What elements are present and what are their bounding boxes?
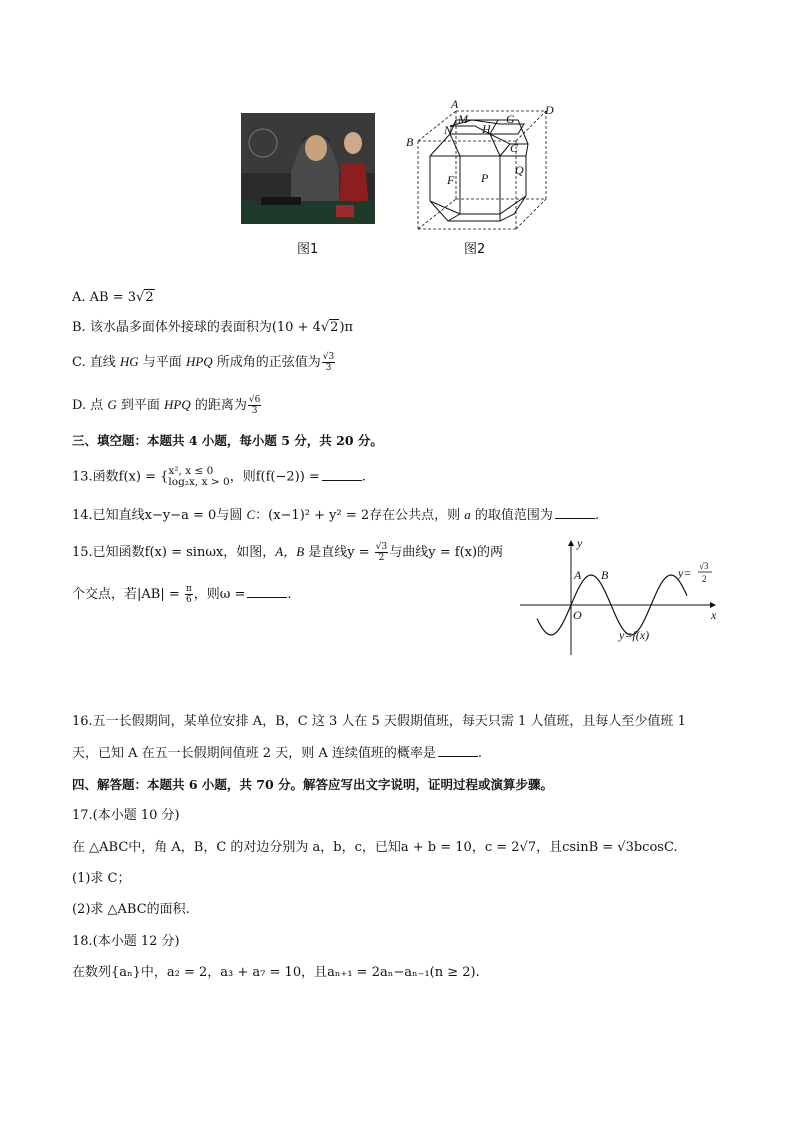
question-17-header: 17.(本小题 10 分): [72, 808, 180, 823]
label-D: D: [545, 103, 554, 117]
question-18-header: 18.(本小题 12 分): [72, 934, 180, 949]
question-17-body: 在 △ABC中，角 A，B，C 的对边分别为 a，b，c，已知a + b = 10，c = 2√7，且csinB = √3bcosC.: [72, 840, 678, 855]
label-P: P: [481, 171, 489, 185]
label-A: A: [451, 97, 459, 111]
painting-illustration: [241, 113, 375, 224]
label-C: C: [510, 141, 519, 155]
sine-graph: [515, 535, 725, 660]
answer-blank-15[interactable]: [247, 585, 287, 598]
x-axis-label: x: [711, 608, 717, 622]
origin-label: O: [573, 608, 582, 622]
fraction: $\frac{\pi}{6}$: [185, 584, 192, 605]
point-a-label: A: [574, 568, 582, 582]
label-Q: Q: [515, 163, 524, 177]
figure-2-diagram: [400, 96, 565, 236]
question-17-part1: (1)求 C；: [72, 871, 131, 886]
label-G: G: [506, 112, 515, 126]
option-b: B. 该水晶多面体外接球的表面积为(10 + 4√2)π: [72, 320, 354, 335]
curve-label: y=f(x): [619, 628, 650, 642]
answer-blank-13[interactable]: [322, 468, 362, 481]
question-15-line1: 15.已知函数f(x) = sinωx，如图，A，B 是直线y = $\frac{√3}{2}$ 与曲线y = f(x)的两: [72, 542, 504, 563]
section-3-title: 三、填空题：本题共 4 小题，每小题 5 分，共 20 分。: [72, 433, 383, 448]
sine-graph-svg: [515, 535, 725, 660]
label-B: B: [406, 135, 414, 149]
option-c: C. 直线 HG 与平面 HPQ 所成角的正弦值为 $\frac{√3}{3}$: [72, 352, 335, 373]
point-b-label: B: [601, 568, 609, 582]
figure-1-image: [241, 113, 375, 224]
line-label-prefix: y=: [678, 566, 692, 580]
line-label-num: √3: [699, 561, 709, 571]
y-axis-label: y: [577, 536, 583, 550]
fraction: $\frac{√3}{2}$: [375, 542, 388, 563]
fraction: $\frac{√6}{3}$: [248, 395, 261, 416]
label-H: H: [482, 122, 491, 136]
option-d: D. 点 G 到平面 HPQ 的距离为 $\frac{√6}{3}$: [72, 395, 261, 416]
figure-1-caption: 图1: [297, 242, 319, 257]
label-M: M: [458, 112, 468, 126]
option-a: A. AB = 3√2: [72, 290, 154, 305]
polyhedron-diagram: [400, 96, 565, 236]
question-16-line2: 天，已知 A 在五一长假期间值班 2 天，则 A 连续值班的概率是 .: [72, 746, 482, 761]
question-15-line2: 个交点，若|AB| = $\frac{\pi}{6}$ ，则ω = .: [72, 584, 292, 605]
section-4-title: 四、解答题：本题共 6 小题，共 70 分。解答应写出文字说明，证明过程或演算步骤。: [72, 777, 554, 792]
question-13: 13.函数f(x) = { x², x ≤ 0 log₂x, x > 0 ，则f(f(−2)) = .: [72, 465, 366, 488]
fraction: $\frac{√3}{3}$: [322, 352, 335, 373]
line-label-den: 2: [702, 574, 707, 584]
label-F: F: [447, 173, 455, 187]
question-16-line1: 16.五一长假期间，某单位安排 A，B，C 这 3 人在 5 天假期值班，每天只需 1 人值班，且每人至少值班 1: [72, 714, 686, 729]
question-18-body: 在数列{aₙ}中，a₂ = 2，a₃ + a₇ = 10，且aₙ₊₁ = 2aₙ−aₙ₋₁(n ≥ 2).: [72, 965, 480, 980]
question-14: 14.已知直线x−y−a = 0与圆 C：(x−1)² + y² = 2存在公共点，则 a 的取值范围为 .: [72, 507, 600, 523]
piecewise-cases: x², x ≤ 0 log₂x, x > 0: [168, 465, 230, 488]
label-N: N: [444, 123, 453, 137]
question-17-part2: (2)求 △ABC的面积.: [72, 902, 190, 917]
figure-2-caption: 图2: [464, 242, 486, 257]
answer-blank-14[interactable]: [555, 506, 595, 519]
answer-blank-16[interactable]: [438, 744, 478, 757]
